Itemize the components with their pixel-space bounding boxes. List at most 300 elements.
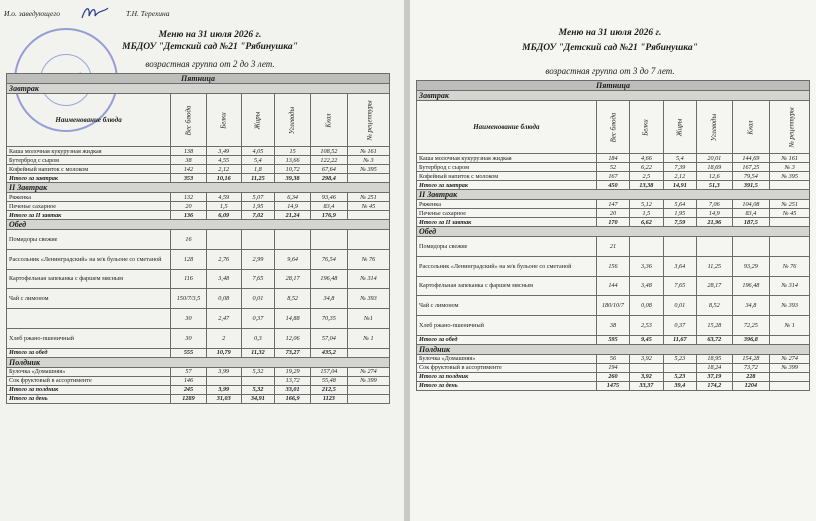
dish-name: Сок фруктовый в ассортименте bbox=[7, 376, 171, 385]
dish-fat: 7,39 bbox=[663, 163, 696, 172]
dish-carbs: 15,28 bbox=[697, 316, 733, 336]
total-weight: 450 bbox=[596, 181, 629, 190]
column-header-carbs bbox=[275, 94, 311, 147]
total-weight: 555 bbox=[171, 348, 207, 357]
total-label: Итого за II завтак bbox=[417, 218, 597, 227]
dish-name bbox=[7, 309, 171, 329]
dish-name: Сок фруктовый в ассортименте bbox=[417, 363, 597, 372]
total-label: Итого за обед bbox=[7, 348, 171, 357]
total-carbs: 39,38 bbox=[275, 174, 311, 183]
table-row bbox=[7, 147, 390, 156]
table-row bbox=[7, 309, 390, 329]
column-header-label: Белки bbox=[220, 111, 228, 129]
table-row bbox=[7, 193, 390, 202]
dish-kcal: 72,25 bbox=[732, 316, 770, 336]
dish-protein: 3,92 bbox=[630, 354, 663, 363]
day-row bbox=[7, 74, 390, 84]
dish-carbs: 12,6 bbox=[697, 172, 733, 181]
meal-section-label: II Завтрак bbox=[417, 190, 810, 200]
dish-weight: 138 bbox=[171, 147, 207, 156]
dish-name: Бутерброд с сыром bbox=[417, 163, 597, 172]
dish-carbs bbox=[275, 230, 311, 250]
total-weight: 595 bbox=[596, 335, 629, 344]
dish-carbs: 14,9 bbox=[275, 202, 311, 211]
total-kcal: 435,2 bbox=[310, 348, 347, 357]
dish-carbs: 13,66 bbox=[275, 156, 311, 165]
dish-carbs: 8,52 bbox=[275, 289, 311, 309]
dish-carbs bbox=[697, 237, 733, 257]
dish-name: Ряженка bbox=[417, 200, 597, 209]
dish-recipe: № 274 bbox=[347, 367, 389, 376]
column-header-label: Ккал bbox=[325, 113, 333, 127]
dish-weight: 147 bbox=[596, 200, 629, 209]
meal-total-row bbox=[417, 181, 810, 190]
dish-protein bbox=[206, 230, 241, 250]
table-header-row bbox=[7, 94, 390, 147]
dish-kcal: 167,25 bbox=[732, 163, 770, 172]
meal-section-row bbox=[7, 220, 390, 230]
total-protein: 10,16 bbox=[206, 174, 241, 183]
table-row bbox=[7, 230, 390, 250]
total-kcal: 187,5 bbox=[732, 218, 770, 227]
dish-carbs: 28,17 bbox=[275, 269, 311, 289]
dish-recipe: № 161 bbox=[770, 154, 810, 163]
dish-kcal: 196,48 bbox=[732, 276, 770, 296]
table-row bbox=[417, 296, 810, 316]
table-row bbox=[417, 237, 810, 257]
column-header-label: Ккал bbox=[747, 120, 755, 134]
dish-kcal: 73,72 bbox=[732, 363, 770, 372]
total-recipe bbox=[347, 211, 389, 220]
dish-protein: 3,48 bbox=[630, 276, 663, 296]
dish-name: Каша молочная кукурузная жидкая bbox=[417, 154, 597, 163]
dish-weight: 150/7/3,5 bbox=[171, 289, 207, 309]
table-row bbox=[7, 156, 390, 165]
dish-kcal: 122,22 bbox=[310, 156, 347, 165]
dish-carbs: 7,06 bbox=[697, 200, 733, 209]
total-fat: 5,23 bbox=[663, 372, 696, 381]
dish-protein: 3,36 bbox=[630, 256, 663, 276]
dish-fat: 0,3 bbox=[241, 328, 275, 348]
dish-recipe: № 314 bbox=[770, 276, 810, 296]
dish-recipe: № 251 bbox=[347, 193, 389, 202]
total-protein: 10,79 bbox=[206, 348, 241, 357]
total-kcal: 176,9 bbox=[310, 211, 347, 220]
day-label: Пятница bbox=[417, 81, 810, 91]
total-recipe bbox=[347, 174, 389, 183]
table-row bbox=[7, 269, 390, 289]
dish-carbs: 12,06 bbox=[275, 328, 311, 348]
total-weight: 245 bbox=[171, 385, 207, 394]
dish-protein: 2,53 bbox=[630, 316, 663, 336]
total-fat: 7,02 bbox=[241, 211, 275, 220]
total-weight: 1475 bbox=[596, 381, 629, 390]
dish-kcal bbox=[732, 237, 770, 257]
table-row bbox=[417, 154, 810, 163]
dish-kcal: 157,04 bbox=[310, 367, 347, 376]
dish-name: Печенье сахарное bbox=[7, 202, 171, 211]
dish-protein: 2,12 bbox=[206, 165, 241, 174]
column-header-label: Жиры bbox=[676, 118, 684, 136]
dish-kcal: 196,48 bbox=[310, 269, 347, 289]
column-header-fat bbox=[663, 101, 696, 154]
dish-fat bbox=[663, 363, 696, 372]
table-row bbox=[7, 165, 390, 174]
column-header-fat bbox=[241, 94, 275, 147]
total-label: Итого за завтрак bbox=[7, 174, 171, 183]
table-row bbox=[7, 367, 390, 376]
age-group: возрастная группа от 2 до 3 лет. bbox=[145, 59, 275, 69]
total-carbs: 21,24 bbox=[275, 211, 311, 220]
column-header-label: № рецептуры bbox=[788, 106, 796, 148]
day-total-row bbox=[7, 394, 390, 403]
dish-fat: 5,64 bbox=[663, 200, 696, 209]
dish-recipe: № 395 bbox=[347, 165, 389, 174]
dish-kcal: 34,8 bbox=[732, 296, 770, 316]
dish-fat: 4,05 bbox=[241, 147, 275, 156]
meal-total-row bbox=[417, 335, 810, 344]
dish-carbs: 18,24 bbox=[697, 363, 733, 372]
dish-fat: 7,65 bbox=[241, 269, 275, 289]
dish-protein: 2,5 bbox=[630, 172, 663, 181]
column-header-label: Жиры bbox=[254, 111, 262, 129]
total-recipe bbox=[347, 348, 389, 357]
table-row bbox=[417, 200, 810, 209]
dish-kcal: 144,69 bbox=[732, 154, 770, 163]
meal-section-row bbox=[7, 183, 390, 193]
dish-kcal: 70,35 bbox=[310, 309, 347, 329]
dish-recipe: № 1 bbox=[347, 328, 389, 348]
total-fat: 39,4 bbox=[663, 381, 696, 390]
dish-name: Рассольник «Ленинградский» на м/к бульоне со сметаной bbox=[417, 256, 597, 276]
dish-weight: 16 bbox=[171, 230, 207, 250]
dish-name: Помидоры свежие bbox=[417, 237, 597, 257]
total-carbs: 166,9 bbox=[275, 394, 311, 403]
dish-carbs: 20,01 bbox=[697, 154, 733, 163]
meal-total-row bbox=[7, 385, 390, 394]
day-label: Пятница bbox=[7, 74, 390, 84]
table-row bbox=[7, 289, 390, 309]
dish-kcal: 83,4 bbox=[732, 209, 770, 218]
dish-recipe: № 76 bbox=[770, 256, 810, 276]
dish-fat: 2,99 bbox=[241, 249, 275, 269]
dish-protein: 2,76 bbox=[206, 249, 241, 269]
menu-page-preschool bbox=[410, 0, 816, 521]
total-protein: 3,99 bbox=[206, 385, 241, 394]
dish-recipe: № 45 bbox=[770, 209, 810, 218]
total-fat: 5,32 bbox=[241, 385, 275, 394]
dish-protein bbox=[630, 363, 663, 372]
table-header-row bbox=[417, 101, 810, 154]
dish-name: Рассольник «Ленинградский» на м/к бульоне со сметаной bbox=[7, 249, 171, 269]
dish-protein: 0,08 bbox=[206, 289, 241, 309]
dish-weight: 20 bbox=[171, 202, 207, 211]
dish-recipe: № 393 bbox=[347, 289, 389, 309]
dish-protein bbox=[206, 376, 241, 385]
dish-weight: 38 bbox=[596, 316, 629, 336]
dish-kcal: 55,48 bbox=[310, 376, 347, 385]
dish-recipe: № 1 bbox=[770, 316, 810, 336]
dish-fat: 1,95 bbox=[663, 209, 696, 218]
dish-fat: 0,37 bbox=[241, 309, 275, 329]
dish-fat: 0,01 bbox=[241, 289, 275, 309]
dish-recipe: № 76 bbox=[347, 249, 389, 269]
dish-weight: 30 bbox=[171, 309, 207, 329]
dish-fat bbox=[241, 230, 275, 250]
dish-weight: 128 bbox=[171, 249, 207, 269]
dish-kcal: 108,52 bbox=[310, 147, 347, 156]
dish-name: Булочка «Домашняя» bbox=[7, 367, 171, 376]
dish-carbs: 14,88 bbox=[275, 309, 311, 329]
dish-protein: 3,48 bbox=[206, 269, 241, 289]
dish-protein: 3,99 bbox=[206, 367, 241, 376]
dish-name: Картофельная запеканка с фаршем мясным bbox=[417, 276, 597, 296]
total-label: Итого за II завтак bbox=[7, 211, 171, 220]
total-kcal: 391,5 bbox=[732, 181, 770, 190]
total-kcal: 1123 bbox=[310, 394, 347, 403]
total-recipe bbox=[347, 385, 389, 394]
column-header-weight bbox=[171, 94, 207, 147]
dish-carbs: 6,34 bbox=[275, 193, 311, 202]
total-fat: 11,25 bbox=[241, 174, 275, 183]
table-row bbox=[7, 328, 390, 348]
dish-recipe: № 274 bbox=[770, 354, 810, 363]
dish-fat: 5,4 bbox=[241, 156, 275, 165]
dish-weight: 194 bbox=[596, 363, 629, 372]
table-row bbox=[417, 256, 810, 276]
total-label: Итого за день bbox=[417, 381, 597, 390]
dish-protein: 3,49 bbox=[206, 147, 241, 156]
dish-kcal: 76,54 bbox=[310, 249, 347, 269]
dish-recipe: № 251 bbox=[770, 200, 810, 209]
total-protein: 6,09 bbox=[206, 211, 241, 220]
meal-section-label: Завтрак bbox=[7, 84, 390, 94]
dish-fat: 5,07 bbox=[241, 193, 275, 202]
dish-kcal: 67,64 bbox=[310, 165, 347, 174]
total-fat: 7,59 bbox=[663, 218, 696, 227]
meal-section-row bbox=[417, 91, 810, 101]
dish-protein: 4,66 bbox=[630, 154, 663, 163]
dish-name: Булочка «Домашняя» bbox=[417, 354, 597, 363]
total-fat: 11,67 bbox=[663, 335, 696, 344]
table-row bbox=[417, 163, 810, 172]
total-label: Итого за полдник bbox=[7, 385, 171, 394]
dish-fat bbox=[663, 237, 696, 257]
column-header-label: Углеводы bbox=[289, 106, 297, 134]
total-protein: 13,38 bbox=[630, 181, 663, 190]
dish-kcal: 104,08 bbox=[732, 200, 770, 209]
dish-carbs: 19,29 bbox=[275, 367, 311, 376]
dish-weight: 132 bbox=[171, 193, 207, 202]
dish-recipe: № 399 bbox=[770, 363, 810, 372]
column-header-recipe bbox=[347, 94, 389, 147]
dish-protein: 0,08 bbox=[630, 296, 663, 316]
dish-kcal: 154,28 bbox=[732, 354, 770, 363]
dish-carbs: 10,72 bbox=[275, 165, 311, 174]
meal-total-row bbox=[7, 348, 390, 357]
total-protein: 33,37 bbox=[630, 381, 663, 390]
column-header-label: № рецептуры bbox=[366, 99, 374, 141]
menu-page-toddlers bbox=[0, 0, 404, 521]
dish-weight: 30 bbox=[171, 328, 207, 348]
meal-section-row bbox=[417, 190, 810, 200]
total-kcal: 212,5 bbox=[310, 385, 347, 394]
dish-recipe bbox=[770, 237, 810, 257]
dish-weight: 52 bbox=[596, 163, 629, 172]
dish-recipe: № 45 bbox=[347, 202, 389, 211]
dish-protein bbox=[630, 237, 663, 257]
column-header-protein bbox=[206, 94, 241, 147]
dish-kcal: 34,8 bbox=[310, 289, 347, 309]
table-row bbox=[7, 249, 390, 269]
total-protein: 3,92 bbox=[630, 372, 663, 381]
dish-name: Картофельная запеканка с фаршем мясным bbox=[7, 269, 171, 289]
dish-recipe bbox=[347, 230, 389, 250]
approval-name: Т.Н. Терехина bbox=[126, 9, 170, 18]
dish-fat: 0,01 bbox=[663, 296, 696, 316]
dish-fat: 1,95 bbox=[241, 202, 275, 211]
total-protein: 6,62 bbox=[630, 218, 663, 227]
column-header-label: Вес блюда bbox=[610, 112, 618, 142]
total-protein: 9,45 bbox=[630, 335, 663, 344]
dish-carbs: 14,9 bbox=[697, 209, 733, 218]
menu-date-title: Меню на 31 июля 2026 г. bbox=[558, 28, 662, 38]
dish-name: Хлеб ржано-пшеничный bbox=[7, 328, 171, 348]
dish-name: Ряженка bbox=[7, 193, 171, 202]
dish-kcal: 93,46 bbox=[310, 193, 347, 202]
total-weight: 1289 bbox=[171, 394, 207, 403]
dish-fat: 7,65 bbox=[663, 276, 696, 296]
dish-protein: 2,47 bbox=[206, 309, 241, 329]
dish-kcal: 57,04 bbox=[310, 328, 347, 348]
column-header-label: Вес блюда bbox=[184, 105, 192, 135]
age-group: возрастная группа от 3 до 7 лет. bbox=[545, 66, 675, 76]
meal-section-label: Завтрак bbox=[417, 91, 810, 101]
dish-kcal: 79,54 bbox=[732, 172, 770, 181]
total-weight: 170 bbox=[596, 218, 629, 227]
dish-weight: 57 bbox=[171, 367, 207, 376]
table-row bbox=[417, 172, 810, 181]
total-kcal: 298,4 bbox=[310, 174, 347, 183]
column-header-label: Наименование блюда bbox=[55, 115, 122, 124]
dish-weight: 116 bbox=[171, 269, 207, 289]
column-header-label: Наименование блюда bbox=[473, 122, 540, 131]
total-kcal: 1204 bbox=[732, 381, 770, 390]
meal-section-label: Полдник bbox=[417, 344, 810, 354]
dish-name: Печенье сахарное bbox=[417, 209, 597, 218]
dish-protein: 2 bbox=[206, 328, 241, 348]
dish-fat bbox=[241, 376, 275, 385]
org-name: МБДОУ "Детский сад №21 "Рябинушка" bbox=[522, 43, 698, 53]
dish-name: Бутерброд с сыром bbox=[7, 156, 171, 165]
total-recipe bbox=[770, 218, 810, 227]
meal-section-row bbox=[7, 84, 390, 94]
total-carbs: 51,3 bbox=[697, 181, 733, 190]
dish-fat: 5,4 bbox=[663, 154, 696, 163]
dish-weight: 142 bbox=[171, 165, 207, 174]
dish-protein: 1,5 bbox=[630, 209, 663, 218]
dish-name: Чай с лимоном bbox=[7, 289, 171, 309]
dish-weight: 146 bbox=[171, 376, 207, 385]
dish-fat: 5,23 bbox=[663, 354, 696, 363]
total-recipe bbox=[770, 335, 810, 344]
dish-weight: 21 bbox=[596, 237, 629, 257]
total-label: Итого за завтрак bbox=[417, 181, 597, 190]
dish-weight: 167 bbox=[596, 172, 629, 181]
dish-name: Каша молочная кукурузная жидкая bbox=[7, 147, 171, 156]
total-weight: 136 bbox=[171, 211, 207, 220]
total-label: Итого за обед bbox=[417, 335, 597, 344]
menu-date-title: Меню на 31 июля 2026 г. bbox=[158, 30, 262, 40]
column-header-protein bbox=[630, 101, 663, 154]
menu-table bbox=[6, 73, 390, 404]
total-fat: 11,32 bbox=[241, 348, 275, 357]
dish-weight: 144 bbox=[596, 276, 629, 296]
dish-carbs: 11,25 bbox=[697, 256, 733, 276]
column-header-label: Углеводы bbox=[710, 113, 718, 141]
dish-recipe: № 314 bbox=[347, 269, 389, 289]
column-header-recipe bbox=[770, 101, 810, 154]
org-name: МБДОУ "Детский сад №21 "Рябинушка" bbox=[122, 42, 298, 52]
meal-total-row bbox=[417, 372, 810, 381]
total-recipe bbox=[347, 394, 389, 403]
dish-recipe: № 399 bbox=[347, 376, 389, 385]
dish-name: Помидоры свежие bbox=[7, 230, 171, 250]
approval-role: И.о. заведующего bbox=[4, 9, 61, 18]
meal-section-label: II Завтрак bbox=[7, 183, 390, 193]
total-kcal: 396,8 bbox=[732, 335, 770, 344]
total-carbs: 174,2 bbox=[697, 381, 733, 390]
dish-kcal: 83,4 bbox=[310, 202, 347, 211]
dish-weight: 56 bbox=[596, 354, 629, 363]
total-carbs: 21,96 bbox=[697, 218, 733, 227]
meal-section-label: Обед bbox=[7, 220, 390, 230]
dish-name: Кофейный напиток с молоком bbox=[417, 172, 597, 181]
total-fat: 34,91 bbox=[241, 394, 275, 403]
table-row bbox=[417, 276, 810, 296]
dish-protein: 1,5 bbox=[206, 202, 241, 211]
dish-carbs: 18,95 bbox=[697, 354, 733, 363]
total-recipe bbox=[770, 372, 810, 381]
meal-section-label: Обед bbox=[417, 227, 810, 237]
total-kcal: 228 bbox=[732, 372, 770, 381]
column-header-carbs bbox=[697, 101, 733, 154]
column-header-name bbox=[417, 101, 597, 154]
column-header-name bbox=[7, 94, 171, 147]
total-label: Итого за день bbox=[7, 394, 171, 403]
dish-weight: 180/10/7 bbox=[596, 296, 629, 316]
dish-recipe: № 393 bbox=[770, 296, 810, 316]
dish-fat: 1,8 bbox=[241, 165, 275, 174]
table-row bbox=[7, 376, 390, 385]
meal-total-row bbox=[7, 211, 390, 220]
meal-section-row bbox=[417, 227, 810, 237]
total-protein: 31,03 bbox=[206, 394, 241, 403]
table-row bbox=[417, 316, 810, 336]
dish-name: Кофейный напиток с молоком bbox=[7, 165, 171, 174]
dish-protein: 5,12 bbox=[630, 200, 663, 209]
total-recipe bbox=[770, 181, 810, 190]
total-recipe bbox=[770, 381, 810, 390]
meal-total-row bbox=[417, 218, 810, 227]
dish-name: Хлеб ржано-пшеничный bbox=[417, 316, 597, 336]
day-row bbox=[417, 81, 810, 91]
dish-carbs: 8,52 bbox=[697, 296, 733, 316]
dish-kcal bbox=[310, 230, 347, 250]
dish-recipe: №1 bbox=[347, 309, 389, 329]
dish-fat: 0,37 bbox=[663, 316, 696, 336]
table-row bbox=[417, 354, 810, 363]
